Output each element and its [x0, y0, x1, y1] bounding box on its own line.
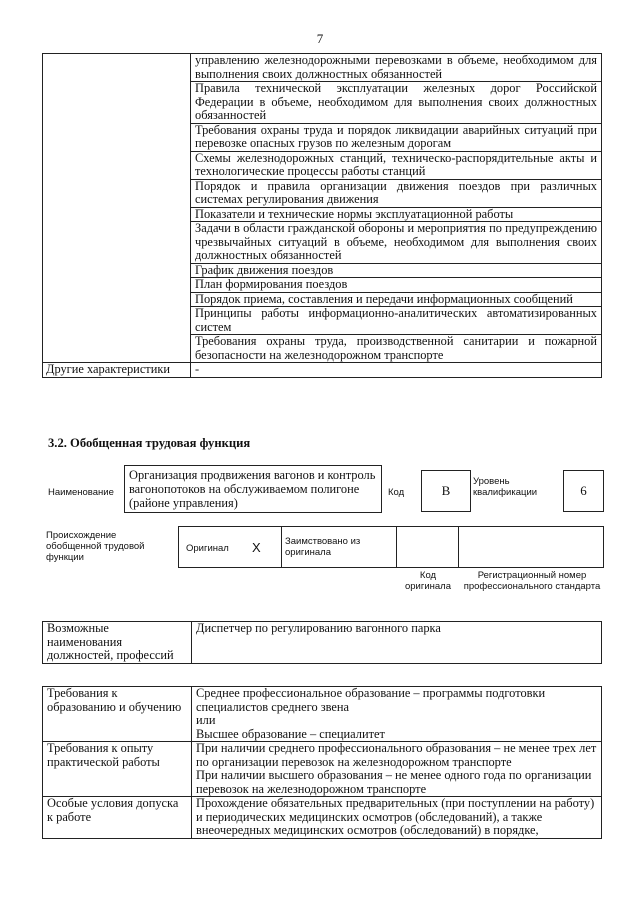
original-mark: X: [252, 540, 261, 555]
table-cell: Правила технической эксплуатации железных дорог Российской Федерации в объеме, необходимом для выполнения своих должностных обязанностей: [191, 82, 602, 124]
other-characteristics-label: Другие характеристики: [43, 363, 191, 378]
positions-value: Диспетчер по регулированию вагонного парка: [192, 622, 602, 664]
table-cell: Принципы работы информационно-аналитических автоматизированных систем: [191, 307, 602, 335]
admission-label: Особые условия допуска к работе: [43, 797, 192, 839]
reg-number-label: Регистрационный номер профессионального стандарта: [463, 570, 601, 592]
education-label: Требования к образованию и обучению: [43, 687, 192, 742]
education-line: Высшее образование – специалитет: [196, 726, 385, 741]
requirements-table: [42, 686, 602, 839]
experience-line: При наличии среднего профессионального образования – не менее трех лет по организации перевозок на железнодорожном транспорте: [196, 741, 597, 769]
experience-line: При наличии высшего образования – не менее одного года по организации перевозок на железнодорожном транспорте: [196, 768, 592, 796]
table-cell: Показатели и технические нормы эксплуатационной работы: [191, 207, 602, 222]
positions-label: Возможные наименования должностей, профессий: [43, 622, 192, 664]
experience-value: [192, 742, 602, 797]
original-label: Оригинал: [186, 543, 229, 554]
knowledge-continuation-table: [42, 53, 602, 378]
code-value: B: [421, 470, 471, 512]
origin-label: Происхождение обобщенной трудовой функции: [46, 530, 145, 563]
table-cell: Требования охраны труда, производственной санитарии и пожарной безопасности на железнодорожном транспорте: [191, 335, 602, 363]
education-line: или: [196, 713, 216, 727]
page-number: 7: [316, 31, 324, 46]
table-cell: Порядок и правила организации движения поездов при различных системах регулирования движения: [191, 179, 602, 207]
code-label: Код: [388, 487, 405, 498]
table-row: [43, 54, 602, 82]
code-original-label: Код оригинала: [404, 570, 451, 592]
table-row: [43, 797, 602, 839]
experience-label: Требования к опыту практической работы: [43, 742, 192, 797]
education-value: [192, 687, 602, 742]
table-cell: Задачи в области гражданской обороны и мероприятия по предупреждению чрезвычайных ситуаций в объеме, необходимом для выполнения своих должностных обязанностей: [191, 222, 602, 264]
table-cell: Требования охраны труда и порядок ликвидации аварийных ситуаций при перевозке опасных грузов по железным дорогам: [191, 123, 602, 151]
empty-label-cell: [43, 54, 191, 363]
positions-table: [42, 621, 602, 664]
table-row: [43, 687, 602, 742]
other-characteristics-value: -: [191, 363, 602, 378]
function-name-value: Организация продвижения вагонов и контроль вагонопотоков на обслуживаемом полигоне (районе управления): [124, 465, 382, 513]
section-title: 3.2. Обобщенная трудовая функция: [48, 436, 251, 450]
table-cell: Порядок приема, составления и передачи информационных сообщений: [191, 292, 602, 307]
level-value: 6: [563, 470, 604, 512]
origin-grid: [178, 526, 604, 568]
table-row: [43, 363, 602, 378]
table-cell: График движения поездов: [191, 263, 602, 278]
admission-line: Прохождение обязательных предварительных (при поступлении на работу) и периодических медицинских осмотров (обследований), а также внеочередных медицинских осмотров (обследований) в порядке,: [196, 796, 595, 837]
table-cell: Схемы железнодорожных станций, техническо-распорядительные акты и технологические процессы работы станций: [191, 151, 602, 179]
borrowed-label: Заимствовано из оригинала: [285, 536, 361, 558]
table-cell: управлению железнодорожными перевозками в объеме, необходимом для выполнения своих должностных обязанностей: [191, 54, 602, 82]
table-row: [43, 742, 602, 797]
table-row: [43, 622, 602, 664]
name-label: Наименование: [48, 487, 114, 498]
education-line: Среднее профессиональное образование – программы подготовки специалистов среднего звена: [196, 686, 546, 714]
admission-value: [192, 797, 602, 839]
table-cell: План формирования поездов: [191, 278, 602, 293]
level-label: Уровень квалификации: [473, 476, 538, 498]
